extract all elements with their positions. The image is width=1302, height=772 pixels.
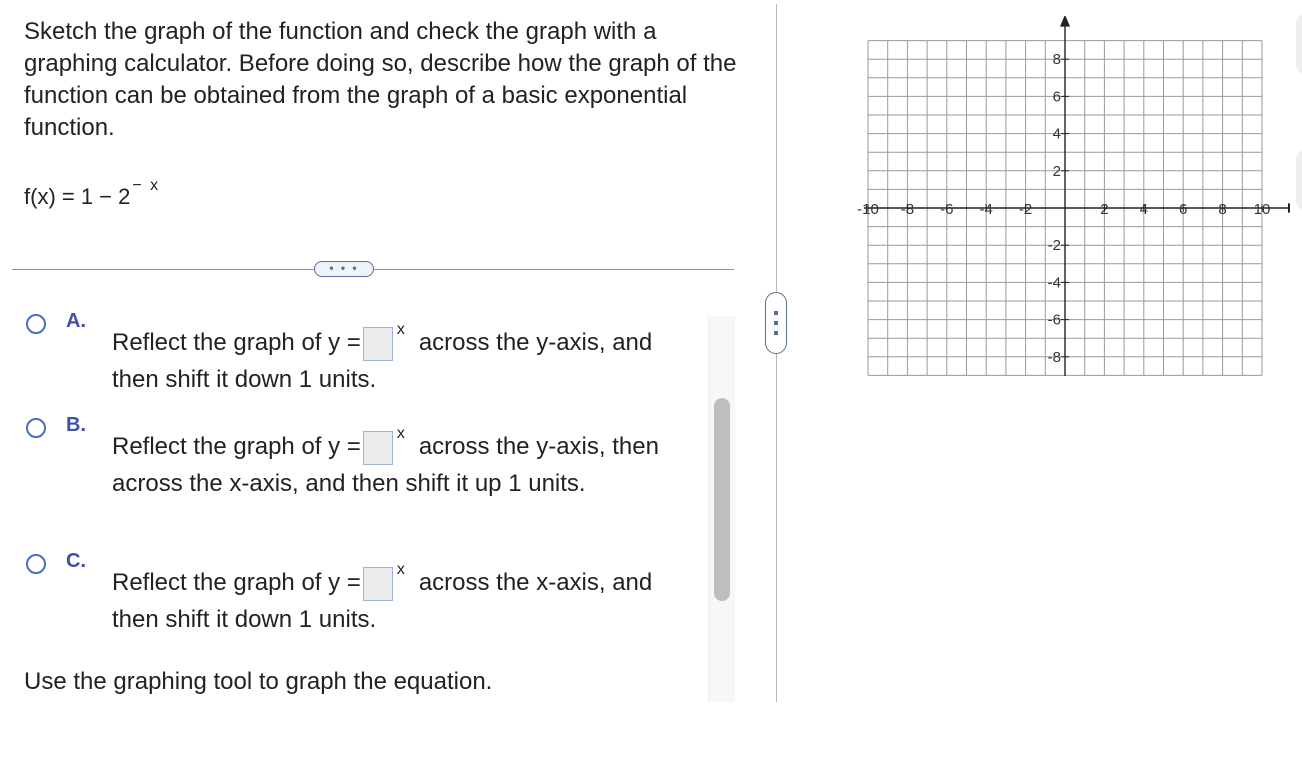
option-b-text: [112, 425, 672, 501]
y-tick-label: 6: [1052, 88, 1061, 106]
more-button[interactable]: • • •: [314, 261, 374, 277]
x-tick-label: 8: [1218, 201, 1227, 218]
option-b-pre: Reflect the graph of y =: [112, 433, 361, 460]
side-tab-edge[interactable]: [1296, 14, 1302, 74]
side-tab-edge[interactable]: [1296, 150, 1302, 210]
y-tick-label: 8: [1052, 51, 1061, 69]
x-tick-label: -2: [1018, 201, 1033, 218]
option-c-exponent: x: [396, 561, 405, 578]
option-a-text: [112, 321, 672, 397]
x-tick-label: -8: [900, 201, 915, 218]
x-axis-arrow-icon: [1288, 203, 1290, 213]
y-tick-label: -4: [1047, 274, 1061, 292]
pane-resize-handle[interactable]: [765, 292, 787, 354]
graphing-tool[interactable]: [820, 16, 1290, 376]
option-c-post: across the x-axis, and then shift it down 1 units.: [112, 569, 653, 633]
x-tick-label: -6: [940, 201, 954, 218]
option-b-radio[interactable]: [26, 418, 46, 438]
option-c-text: [112, 561, 672, 637]
question-prompt: Sketch the graph of the function and check the graph with a graphing calculator. Before doing so, describe how the graph of the function can be obtained from the graph of a basic exponential function.: [24, 18, 737, 141]
option-b-exponent: x: [396, 425, 405, 442]
x-tick-label: -4: [979, 201, 993, 218]
function-base: f(x) = 1 − 2: [24, 184, 131, 209]
y-tick-label: 2: [1052, 162, 1061, 180]
y-axis-arrow-icon: [1060, 16, 1070, 27]
y-tick-label: -8: [1047, 348, 1061, 366]
x-tick-label: 6: [1179, 201, 1188, 218]
option-a-post: across the y-axis, and then shift it down 1 units.: [112, 329, 653, 393]
function-expression: [24, 177, 161, 210]
options-scrollbar-thumb[interactable]: [714, 398, 730, 601]
option-a-letter: A.: [66, 310, 86, 332]
x-tick-label: -10: [857, 201, 879, 218]
option-a-pre: Reflect the graph of y =: [112, 329, 361, 356]
x-tick-label: 2: [1100, 201, 1109, 218]
x-tick-label: 10: [1253, 201, 1271, 218]
option-a-radio[interactable]: [26, 314, 46, 334]
option-c-pre: Reflect the graph of y =: [112, 569, 361, 596]
option-b-post: across the y-axis, then across the x-axis, and then shift it up 1 units.: [112, 433, 659, 497]
option-c-letter: C.: [66, 550, 86, 572]
y-tick-label: -6: [1047, 311, 1061, 329]
option-b-answer-box[interactable]: [363, 431, 393, 465]
x-tick-label: 4: [1139, 201, 1148, 218]
graph-instruction: Use the graphing tool to graph the equation.: [24, 668, 493, 695]
option-b-letter: B.: [66, 414, 86, 436]
y-tick-label: -2: [1047, 237, 1061, 255]
option-c-radio[interactable]: [26, 554, 46, 574]
option-c-answer-box[interactable]: [363, 567, 393, 601]
function-exponent: − x: [132, 177, 161, 194]
option-a-exponent: x: [396, 321, 405, 338]
option-a-answer-box[interactable]: [363, 327, 393, 361]
y-tick-label: 4: [1052, 125, 1061, 143]
